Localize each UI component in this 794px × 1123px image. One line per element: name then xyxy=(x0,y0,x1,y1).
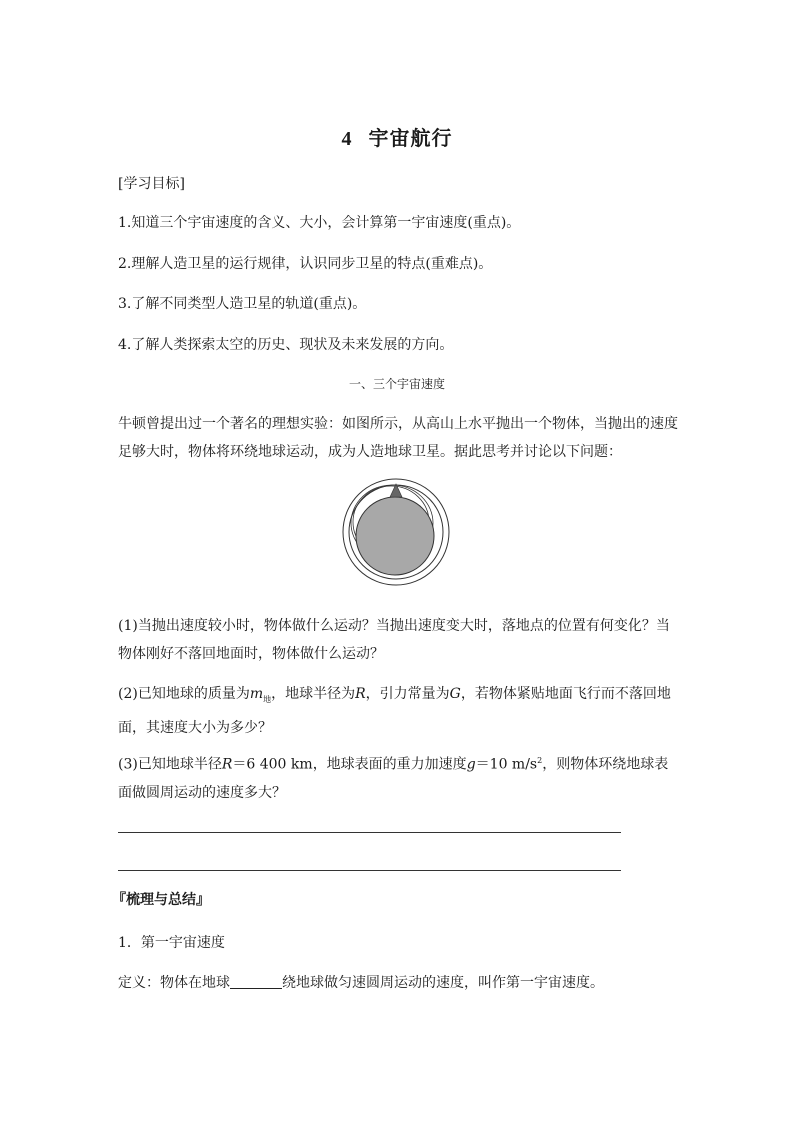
question-1: (1)当抛出速度较小时，物体做什么运动？当抛出速度变大时，落地点的位置有何变化？当物体刚好不落回地面时，物体做什么运动？ xyxy=(118,618,670,662)
summary-item-1: 1．第一宇宙速度 xyxy=(118,935,225,951)
q3-g-value: ＝10 m/s xyxy=(475,756,538,773)
answer-line-2[interactable] xyxy=(118,870,621,871)
answer-line-1[interactable] xyxy=(118,832,621,833)
q2-radius-symbol: R xyxy=(355,686,366,702)
q3-part-c: ，则物体环绕地球表面做圆周运动的速度多大？ xyxy=(118,756,669,801)
newton-cannonball-diagram xyxy=(340,476,452,588)
q2-part-a: (2)已知地球的质量为 xyxy=(118,686,250,702)
title-number: 4 xyxy=(341,128,353,150)
title-text: 宇宙航行 xyxy=(368,126,453,150)
definition-part-a: 定义：物体在地球 xyxy=(118,975,230,991)
earth xyxy=(356,497,434,575)
q2-part-c: ，引力常量为 xyxy=(365,686,450,702)
objective-item-1: 1.知道三个宇宙速度的含义、大小，会计算第一宇宙速度(重点)。 xyxy=(118,215,521,231)
q3-radius-value: ＝6 400 km xyxy=(232,756,313,773)
section-heading: 一、三个宇宙速度 xyxy=(348,377,445,391)
objective-item-4: 4.了解人类探索太空的历史、现状及未来发展的方向。 xyxy=(118,337,454,353)
q3-part-a: (3)已知地球半径 xyxy=(118,756,222,773)
q3-g-exponent: 2 xyxy=(537,756,543,765)
summary-heading: 『梳理与总结』 xyxy=(112,892,210,908)
q2-mass-subscript: 地 xyxy=(263,694,272,704)
q2-part-d: ，若物体紧贴地面飞行而不落回地面，其速度大小为多少？ xyxy=(118,686,671,736)
q2-mass-symbol: m xyxy=(249,686,264,702)
q3-g-symbol: g xyxy=(466,756,476,773)
definition-part-b: 绕地球做匀速圆周运动的速度，叫作第一宇宙速度。 xyxy=(282,975,604,991)
definition-blank[interactable] xyxy=(230,974,282,989)
objective-item-3: 3.了解不同类型人造卫星的轨道(重点)。 xyxy=(118,296,367,312)
page-title xyxy=(0,122,794,151)
definition-line xyxy=(118,973,604,993)
q3-radius-symbol: R xyxy=(221,756,233,773)
question-2 xyxy=(118,680,680,742)
q2-part-b: ，地球半径为 xyxy=(271,686,356,702)
objective-item-2: 2.理解人造卫星的运行规律，认识同步卫星的特点(重难点)。 xyxy=(118,256,493,272)
q2-gravity-constant-symbol: G xyxy=(449,686,461,702)
objectives-heading: [学习目标] xyxy=(118,176,185,192)
q3-part-b: ，地球表面的重力加速度 xyxy=(312,756,467,773)
intro-paragraph: 牛顿曾提出过一个著名的理想实验：如图所示，从高山上水平抛出一个物体，当抛出的速度足够大时，物体将环绕地球运动，成为人造地球卫星。据此思考并讨论以下问题： xyxy=(118,416,678,460)
question-3 xyxy=(118,747,680,807)
